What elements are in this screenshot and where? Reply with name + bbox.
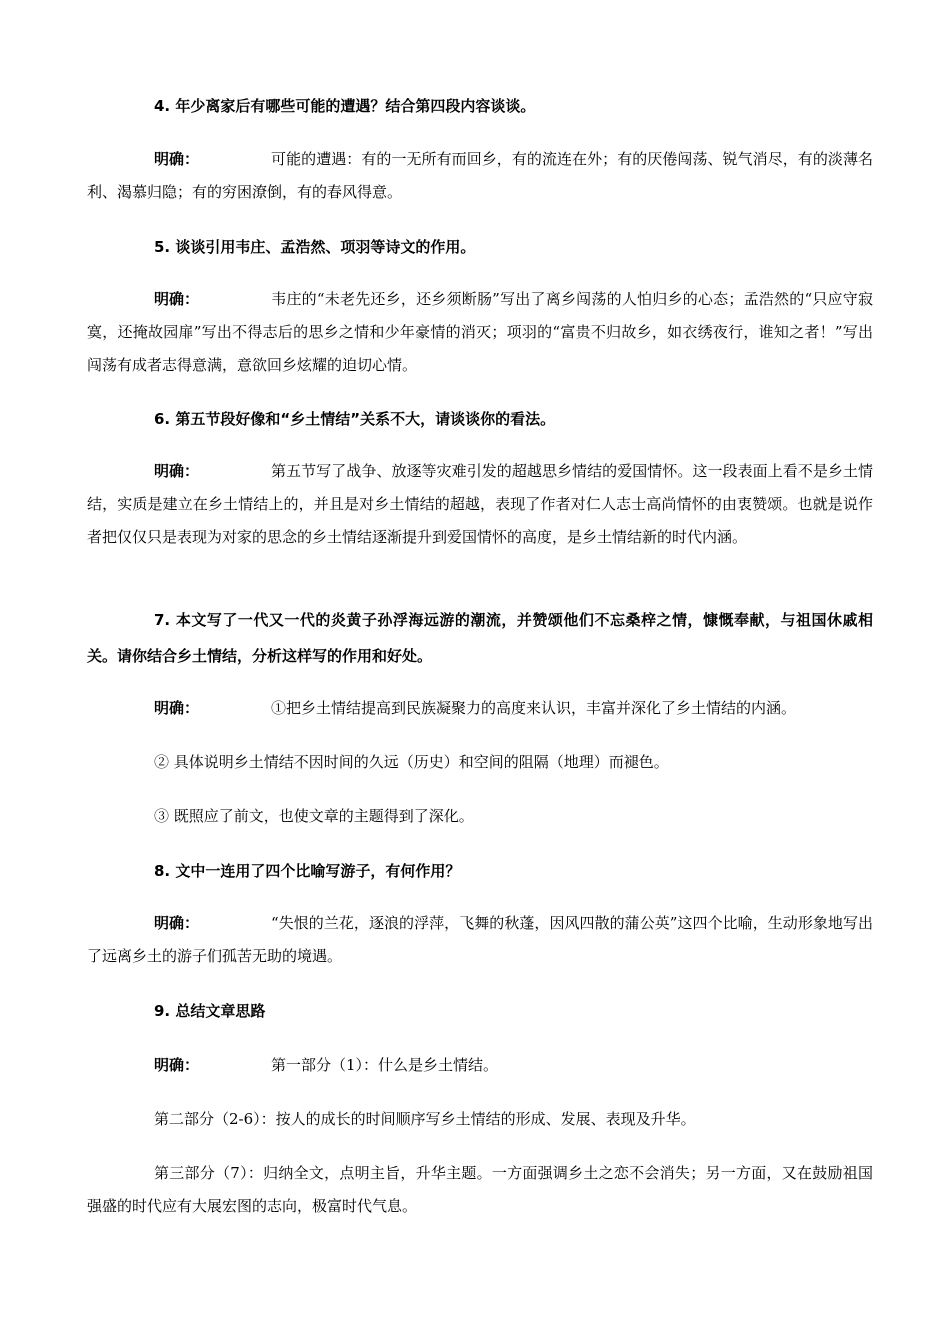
- answer-label: 明确：: [154, 462, 200, 480]
- answer-7-point-3: ③ 既照应了前文，也使文章的主题得到了深化。: [154, 807, 474, 825]
- answer-label: 明确：: [154, 699, 200, 717]
- answer-4: [87, 143, 873, 209]
- question-5-title: 5. 谈谈引用韦庄、孟浩然、项羽等诗文的作用。: [154, 238, 476, 256]
- question-7-title: 7. 本文写了一代又一代的炎黄子孙浮海远游的潮流，并赞颂他们不忘桑梓之情，慷慨奉献，与祖国休戚相关。请你结合乡土情结，分析这样写的作用和好处。: [87, 611, 873, 665]
- answer-8: [87, 907, 873, 973]
- question-6-title: 6. 第五节段好像和“乡土情结”关系不大，请谈谈你的看法。: [154, 410, 556, 428]
- answer-9-part-3: 第三部分（7）：归纳全文，点明主旨，升华主题。一方面强调乡土之恋不会消失；另一方面，又在鼓励祖国强盛的时代应有大展宏图的志向，极富时代气息。: [87, 1164, 873, 1215]
- answer-6: [87, 455, 873, 554]
- answer-5-text: 韦庄的“未老先还乡，还乡须断肠”写出了离乡闯荡的人怕归乡的心态；孟浩然的“只应守寂寞，还掩故园扉”写出不得志后的思乡之情和少年豪情的消灭；项羽的“富贵不归故乡，如衣绣夜行，谁知之者！”写出闯荡有成者志得意满，意欲回乡炫耀的迫切心情。: [87, 290, 873, 374]
- answer-7-point-1: [154, 697, 796, 718]
- question-8-title: 8. 文中一连用了四个比喻写游子，有何作用？: [154, 862, 461, 880]
- answer-label: 明确：: [154, 914, 200, 932]
- question-9-title: 9. 总结文章思路: [154, 1002, 266, 1020]
- answer-label: 明确：: [154, 150, 200, 168]
- answer-9-part-2: 第二部分（2-6）：按人的成长的时间顺序写乡土情结的形成、发展、表现及升华。: [154, 1110, 696, 1128]
- answer-label: 明确：: [154, 290, 200, 308]
- answer-5: [87, 283, 873, 382]
- question-4-title: 4. 年少离家后有哪些可能的遭遇？结合第四段内容谈谈。: [154, 97, 536, 115]
- answer-6-text: 第五节写了战争、放逐等灾难引发的超越思乡情结的爱国情怀。这一段表面上看不是乡土情结，实质是建立在乡土情结上的，并且是对乡土情结的超越，表现了作者对仁人志士高尚情怀的由衷赞颂。也就是说作者把仅仅只是表现为对家的思念的乡土情结逐渐提升到爱国情怀的高度，是乡土情结新的时代内涵。: [87, 462, 873, 546]
- answer-9-part-1: [154, 1054, 498, 1075]
- part-1-text: 第一部分（1）：什么是乡土情结。: [271, 1056, 499, 1074]
- answer-8-text: “失恨的兰花，逐浪的浮萍，飞舞的秋蓬，因风四散的蒲公英”这四个比喻，生动形象地写出了远离乡土的游子们孤苦无助的境遇。: [87, 914, 873, 965]
- answer-4-text: 可能的遭遇：有的一无所有而回乡，有的流连在外；有的厌倦闯荡、锐气消尽，有的淡薄名利、渴慕归隐；有的穷困潦倒，有的春风得意。: [87, 150, 873, 201]
- point-1-text: ①把乡土情结提高到民族凝聚力的高度来认识，丰富并深化了乡土情结的内涵。: [271, 699, 797, 717]
- answer-label: 明确：: [154, 1056, 200, 1074]
- answer-7-point-2: ② 具体说明乡土情结不因时间的久远（历史）和空间的阻隔（地理）而褪色。: [154, 753, 669, 771]
